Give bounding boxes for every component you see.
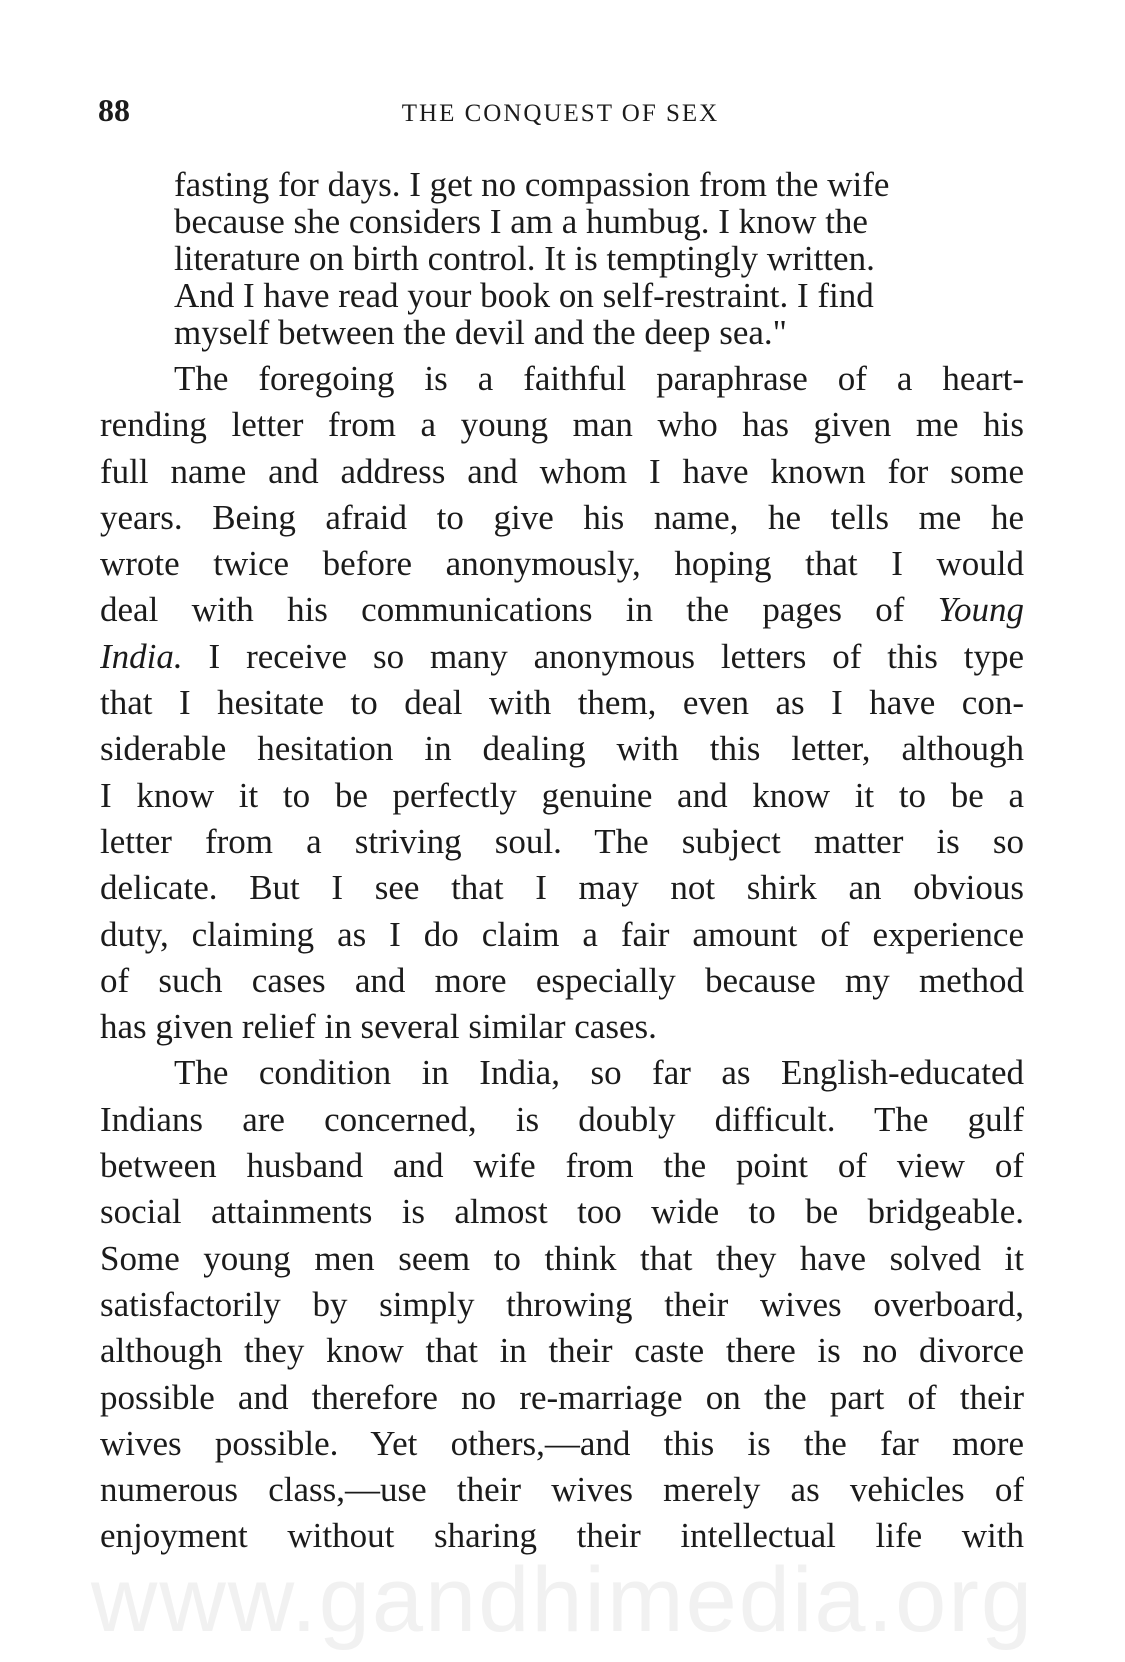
paragraph-line: duty, claiming as I do claim a fair amount of experience xyxy=(100,914,1024,954)
paragraph-line: between husband and wife from the point of view of xyxy=(100,1146,1024,1186)
quote-line: fasting for days. I get no compassion from the wife xyxy=(174,165,890,204)
paragraph-line: full name and address and whom I have known for some xyxy=(100,451,1024,491)
paragraph-line: has given relief in several similar cases. xyxy=(100,1007,657,1047)
body-text xyxy=(100,166,1024,1560)
paragraph-line: of such cases and more especially because my method xyxy=(100,960,1024,1000)
paragraph-line: The condition in India, so far as English-educated xyxy=(174,1053,1024,1093)
quote-line: myself between the devil and the deep sea." xyxy=(174,313,787,352)
paragraph-line: Some young men seem to think that they have solved it xyxy=(100,1238,1024,1278)
page-number: 88 xyxy=(98,92,130,128)
quote-line: And I have read your book on self-restraint. I find xyxy=(174,276,874,315)
quoted-letter xyxy=(100,166,1024,351)
paragraph-line: siderable hesitation in dealing with this letter, although xyxy=(100,729,1024,769)
paragraph-line xyxy=(100,587,1024,633)
paragraph-line: I know it to be perfectly genuine and know it to be a xyxy=(100,775,1024,815)
paragraph-line: letter from a striving soul. The subject matter is so xyxy=(100,821,1024,861)
line-text: deal with his communications in the pages of xyxy=(100,590,905,630)
watermark: www.gandhimedia.org xyxy=(90,1549,1035,1651)
paragraph-line: years. Being afraid to give his name, he tells me he xyxy=(100,497,1024,537)
paragraph-line xyxy=(100,634,1024,680)
running-head: THE CONQUEST OF SEX xyxy=(401,100,720,127)
paragraph-line: numerous class,—use their wives merely as vehicles of xyxy=(100,1470,1024,1510)
italic-title: Young xyxy=(937,590,1024,630)
paragraph-line: possible and therefore no re-marriage on the part of their xyxy=(100,1377,1024,1417)
paragraph-line: wrote twice before anonymously, hoping that I would xyxy=(100,544,1024,584)
paragraph-line: enjoyment without sharing their intellectual life with xyxy=(100,1516,1024,1556)
paragraph-line: although they know that in their caste there is no divorce xyxy=(100,1331,1024,1371)
paragraph-2 xyxy=(100,1050,1024,1559)
paragraph-line: Indians are concerned, is doubly difficult. The gulf xyxy=(100,1099,1024,1139)
paragraph-line: rending letter from a young man who has given me his xyxy=(100,405,1024,445)
paragraph-line: that I hesitate to deal with them, even as I have con- xyxy=(100,683,1024,723)
italic-title: India. xyxy=(100,636,183,676)
paragraph-line: The foregoing is a faithful paraphrase of a heart- xyxy=(174,359,1024,398)
paragraph-line: satisfactorily by simply throwing their wives overboard, xyxy=(100,1284,1024,1324)
page-header xyxy=(98,92,1023,132)
quote-line: literature on birth control. It is temptingly written. xyxy=(174,239,875,278)
paragraph-line: wives possible. Yet others,—and this is the far more xyxy=(100,1423,1024,1463)
paragraph-line: delicate. But I see that I may not shirk an obvious xyxy=(100,868,1024,908)
paragraph-1 xyxy=(100,356,1024,1050)
line-text: I receive so many anonymous letters of this type xyxy=(208,636,1024,676)
quote-line: because she considers I am a humbug. I know the xyxy=(174,202,868,241)
paragraph-line: social attainments is almost too wide to be bridgeable. xyxy=(100,1192,1024,1232)
